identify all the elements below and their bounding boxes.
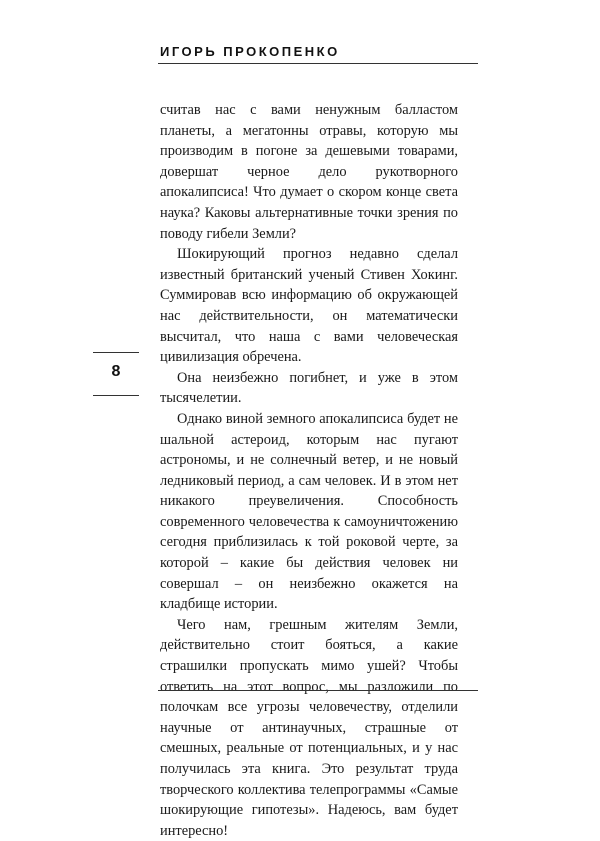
running-header-author: ИГОРЬ ПРОКОПЕНКО	[160, 44, 340, 59]
footer-rule	[158, 690, 478, 691]
paragraph-2: Шокирующий прогноз недавно сделал известный британский ученый Стивен Хокинг. Суммировав всю информацию об окружающей нас действительности, он математически высчитал, что наша с вами человеческая цивилизация обречена.	[160, 246, 458, 366]
page-number-rule-bottom	[93, 395, 139, 396]
paragraph-4: Однако виной земного апокалипсиса будет не шальной астероид, которым нас пугают астрономы, и не солнечный ветер, и не новый ледниковый период, а сам человек. И в этом нет никакого преувеличения. Способность современного человечества к самоуничтожению сегодня приблизилась к той роковой черте, за которой – какие бы действия человек ни совершал – он неизбежно окажется на кладбище истории.	[160, 410, 458, 613]
page-number: 8	[111, 363, 121, 380]
paragraph-1: считав нас с вами ненужным балластом планеты, а мегатонны отравы, которую мы производим в погоне за дешевыми товарами, довершат черное дело рукотворного апокалипсиса! Что думает о скором конце света наука? Каковы альтернативные точки зрения по поводу гибели Земли?	[160, 102, 458, 242]
body-text	[160, 100, 458, 841]
paragraph-3: Она неизбежно погибнет, и уже в этом тысячелетии.	[160, 369, 458, 407]
header-rule	[158, 63, 478, 64]
page-number-rule-top	[93, 352, 139, 353]
paragraph-5: Чего нам, грешным жителям Земли, действительно стоит бояться, а какие страшилки пропускать мимо ушей? Чтобы ответить на этот вопрос, мы разложили по полочкам все угрозы человечеству, отделили научные от антинаучных, страшные от смешных, реальные от потенциальных, и у нас получилась эта книга. Это результат труда творческого коллектива телепрограммы «Самые шокирующие гипотезы». Надеюсь, вам будет интересно!	[160, 616, 458, 839]
